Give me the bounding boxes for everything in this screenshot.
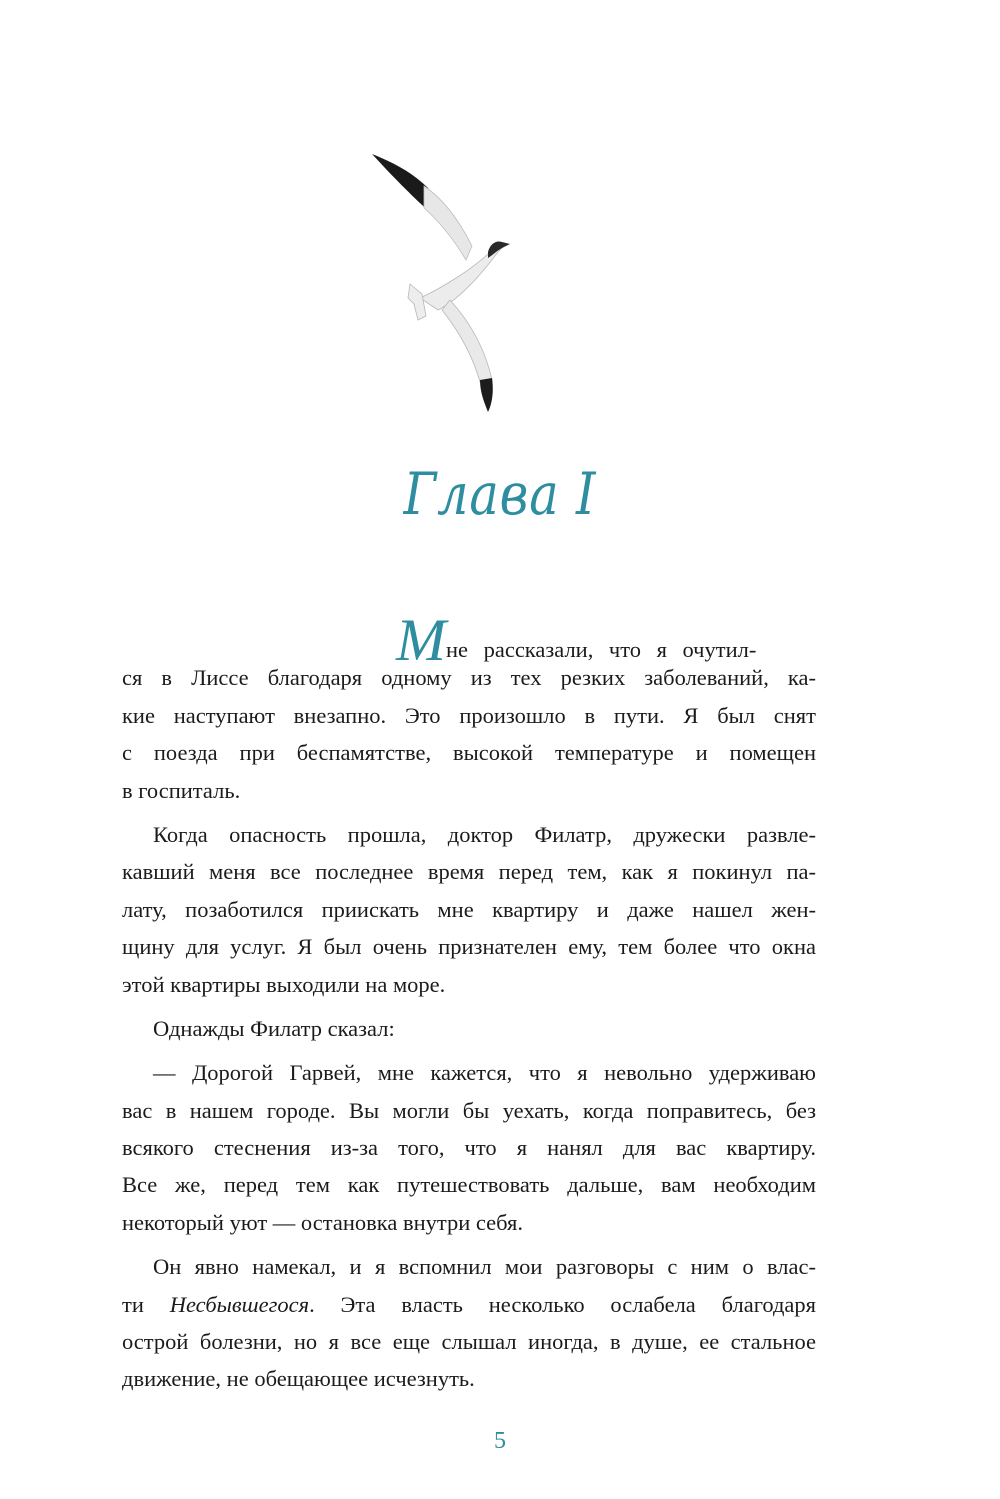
- body-line: ся в Лиссе благодаря одному из тех резких заболеваний, ка-: [122, 665, 816, 691]
- body-line: движение, не обещающее исчезнуть.: [122, 1366, 475, 1392]
- body-line: некоторый уют — остановка внутри себя.: [122, 1209, 523, 1235]
- body-line: [122, 1286, 816, 1323]
- body-line: вас в нашем городе. Вы могли бы уехать, когда поправитесь, без: [122, 1097, 816, 1123]
- body-line: Однажды Филатр сказал:: [153, 1015, 395, 1041]
- body-line-text: . Эта власть несколько ослабела благодаря: [309, 1291, 817, 1317]
- seagull-far-wing-white: [424, 186, 472, 260]
- body-line: с поезда при беспамятстве, высокой температуре и помещен: [122, 740, 816, 766]
- body-line: в госпиталь.: [122, 777, 241, 803]
- seagull-illustration: [362, 148, 512, 418]
- body-line: Когда опасность прошла, доктор Филатр, дружески развле-: [153, 821, 816, 847]
- body-line: Все же, перед тем как путешествовать дальше, вам необходим: [122, 1172, 816, 1198]
- chapter-title: Глава I: [403, 460, 597, 528]
- chapter-body: [122, 607, 817, 1398]
- seagull-near-wing: [442, 300, 492, 382]
- body-line: кавший меня все последнее время перед тем, как я покинул па-: [122, 859, 816, 885]
- body-line: острой болезни, но я все еще слышал иногда, в душе, ее стальное: [122, 1329, 816, 1355]
- seagull-head: [488, 241, 510, 258]
- body-line: [122, 607, 816, 673]
- body-line: лату, позаботился приискать мне квартиру и даже нашел жен-: [122, 896, 816, 922]
- body-line-text: не рассказали, что я очутил-: [446, 637, 757, 662]
- page-number: 5: [494, 1428, 506, 1454]
- body-line: этой квартиры выходили на море.: [122, 971, 446, 997]
- body-line: Он явно намекал, и я вспомнил мои разговоры с ним о влас-: [153, 1254, 816, 1280]
- body-line-text: ти: [122, 1291, 170, 1317]
- body-line: всякого стеснения из-за того, что я нанял для вас квартиру.: [122, 1135, 816, 1161]
- seagull-tail: [408, 284, 426, 320]
- body-line: — Дорогой Гарвей, мне кажется, что я невольно удерживаю: [153, 1060, 816, 1086]
- body-line: щину для услуг. Я был очень признателен ему, тем более что окна: [122, 934, 816, 960]
- drop-cap: М: [396, 607, 446, 673]
- seagull-near-wingtip: [480, 378, 493, 412]
- italic-term: Несбывшегося: [169, 1291, 310, 1317]
- body-line: кие наступают внезапно. Это произошло в пути. Я был снят: [122, 702, 816, 728]
